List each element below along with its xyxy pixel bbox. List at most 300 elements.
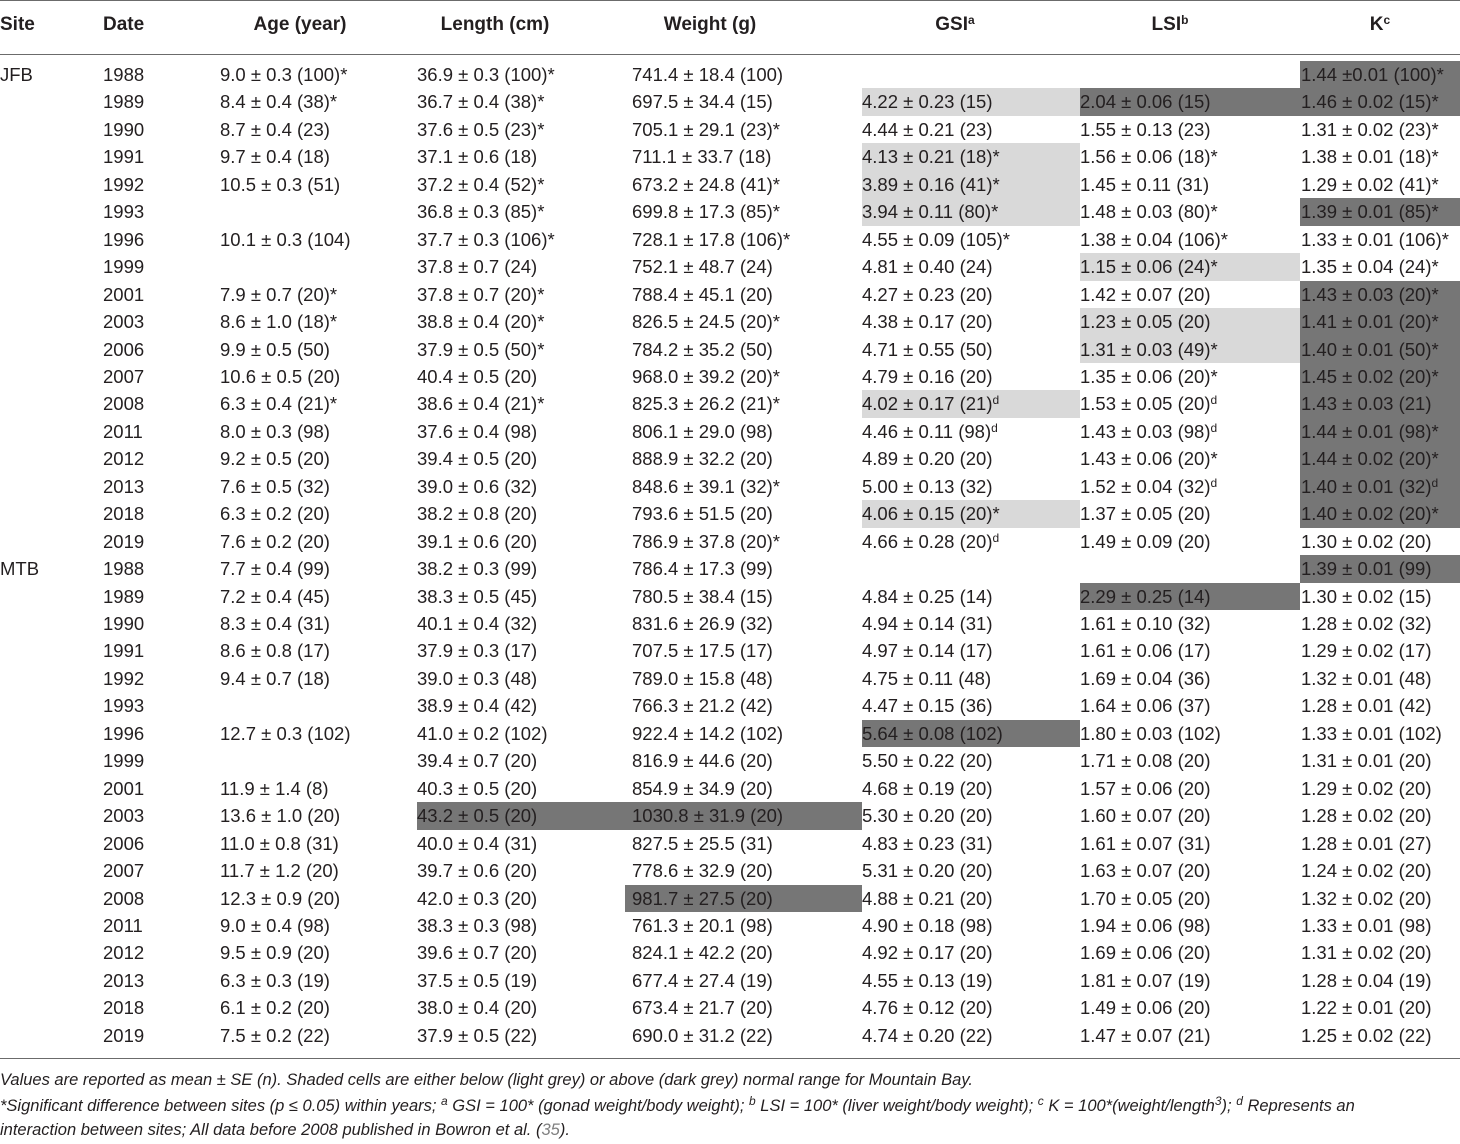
cell-k: 1.28 ± 0.04 (19) xyxy=(1301,969,1432,991)
cell-weight: 766.3 ± 21.2 (42) xyxy=(632,695,773,717)
cell-gsi xyxy=(862,555,1080,583)
cell-lsi: 2.29 ± 0.25 (14) xyxy=(1080,583,1300,611)
cell-date: 1992 xyxy=(103,667,145,689)
cell-length: 37.8 ± 0.7 (24) xyxy=(417,256,538,278)
cell-age: 7.6 ± 0.5 (32) xyxy=(220,475,330,497)
cell-date: 1989 xyxy=(103,585,145,607)
cell-site xyxy=(0,390,100,418)
cell-site xyxy=(0,116,100,144)
cell-k: 1.28 ± 0.02 (20) xyxy=(1301,805,1432,827)
cell-lsi: 1.69 ± 0.06 (20) xyxy=(1080,942,1211,964)
cell-date: 1999 xyxy=(103,256,145,278)
cell-k: 1.38 ± 0.01 (18)* xyxy=(1301,146,1439,168)
cell-length: 37.9 ± 0.3 (17) xyxy=(417,640,538,662)
cell-site xyxy=(0,143,100,171)
col-header-site: Site xyxy=(0,14,35,35)
cell-date: 1989 xyxy=(103,91,145,113)
cell-date: 2013 xyxy=(103,475,145,497)
cell-lsi: 1.61 ± 0.07 (31) xyxy=(1080,832,1211,854)
cell-k: 1.46 ± 0.02 (15)* xyxy=(1300,88,1460,116)
cell-gsi: 4.83 ± 0.23 (31) xyxy=(862,832,993,854)
cell-weight: 793.6 ± 51.5 (20) xyxy=(632,503,773,525)
cell-k: 1.25 ± 0.02 (22) xyxy=(1301,1024,1432,1046)
cell-age xyxy=(200,253,420,281)
cell-k: 1.28 ± 0.01 (42) xyxy=(1301,695,1432,717)
cell-age: 13.6 ± 1.0 (20) xyxy=(220,805,341,827)
cell-date: 1988 xyxy=(103,64,145,85)
cell-lsi: 1.60 ± 0.07 (20) xyxy=(1080,805,1211,827)
cell-lsi: 1.49 ± 0.09 (20) xyxy=(1080,530,1211,552)
cell-site xyxy=(0,939,100,967)
col-header-lsi: LSI$^b$ xyxy=(1151,13,1189,35)
cell-weight: 816.9 ± 44.6 (20) xyxy=(632,750,773,772)
cell-length: 40.0 ± 0.4 (31) xyxy=(417,832,538,854)
cell-site xyxy=(0,692,100,720)
cell-age: 10.5 ± 0.3 (51) xyxy=(220,173,341,195)
cell-site xyxy=(0,473,100,501)
cell-lsi: 1.52 ± 0.04 $(32)^d$ xyxy=(1080,475,1218,497)
cell-gsi: 4.79 ± 0.16 (20) xyxy=(862,365,993,387)
cell-lsi xyxy=(1080,555,1300,583)
cell-age xyxy=(200,692,420,720)
cell-date: 2001 xyxy=(103,777,145,799)
cell-lsi: 1.38 ± 0.04 (106)* xyxy=(1080,228,1228,250)
cell-k: 1.43 ± 0.03 (21) xyxy=(1300,390,1460,418)
cell-weight: 761.3 ± 20.1 (98) xyxy=(632,914,773,936)
cell-age: 6.1 ± 0.2 (20) xyxy=(220,997,330,1019)
cell-age: 9.2 ± 0.5 (20) xyxy=(220,448,330,470)
cell-age: 7.9 ± 0.7 (20)* xyxy=(220,283,338,305)
cell-site xyxy=(0,857,100,885)
cell-length: 40.1 ± 0.4 (32) xyxy=(417,613,538,634)
cell-age: 9.4 ± 0.7 (18) xyxy=(220,667,330,689)
cell-lsi: 1.71 ± 0.08 (20) xyxy=(1080,750,1211,772)
cell-weight: 752.1 ± 48.7 (24) xyxy=(632,256,773,278)
cell-weight: 789.0 ± 15.8 (48) xyxy=(632,667,773,689)
cell-k: 1.40 ± 0.01 (50)* xyxy=(1300,336,1460,364)
cell-gsi: 5.64 ± 0.08 (102) xyxy=(862,720,1080,748)
cell-lsi: 1.55 ± 0.13 (23) xyxy=(1080,118,1211,140)
cell-site xyxy=(0,802,100,830)
cell-length: 41.0 ± 0.2 (102) xyxy=(417,722,548,744)
cell-length: 43.2 ± 0.5 (20) xyxy=(417,802,625,830)
cell-lsi: 1.23 ± 0.05 (20) xyxy=(1080,308,1300,336)
cell-date: 1990 xyxy=(103,118,145,140)
cell-site xyxy=(0,747,100,775)
cell-gsi: 5.31 ± 0.20 (20) xyxy=(862,860,993,882)
cell-gsi: 4.22 ± 0.23 (15) xyxy=(862,88,1080,116)
cell-k: 1.33 ± 0.01 (102) xyxy=(1301,722,1442,744)
cell-age: 11.7 ± 1.2 (20) xyxy=(220,860,339,882)
cell-weight: 968.0 ± 39.2 (20)* xyxy=(632,365,780,387)
cell-age: 7.2 ± 0.4 (45) xyxy=(220,585,330,607)
cell-gsi: 4.81 ± 0.40 (24) xyxy=(862,256,993,278)
cell-length: 36.7 ± 0.4 (38)* xyxy=(417,91,545,113)
cell-date: 2011 xyxy=(103,914,143,936)
cell-gsi: 4.97 ± 0.14 (17) xyxy=(862,640,993,662)
cell-date: 2008 xyxy=(103,887,145,909)
cell-weight: 690.0 ± 31.2 (22) xyxy=(632,1024,773,1046)
cell-date: 1996 xyxy=(103,228,145,250)
cell-k: 1.31 ± 0.02 (23)* xyxy=(1301,118,1439,140)
cell-weight: 728.1 ± 17.8 (106)* xyxy=(632,228,791,250)
cell-lsi: 1.69 ± 0.04 (36) xyxy=(1080,667,1211,689)
cell-date: 1999 xyxy=(103,750,145,772)
cell-age: 8.6 ± 1.0 (18)* xyxy=(220,311,338,333)
cell-lsi: 1.45 ± 0.11 (31) xyxy=(1080,173,1210,195)
cell-age: 12.7 ± 0.3 (102) xyxy=(220,722,351,744)
cell-lsi: 1.94 ± 0.06 (98) xyxy=(1080,914,1211,936)
cell-weight: 827.5 ± 25.5 (31) xyxy=(632,832,773,854)
cell-gsi: 4.13 ± 0.21 (18)* xyxy=(862,143,1080,171)
cell-site xyxy=(0,363,100,391)
cell-length: 39.4 ± 0.7 (20) xyxy=(417,750,538,772)
cell-date: 2007 xyxy=(103,365,145,387)
cell-gsi: 4.55 ± 0.13 (19) xyxy=(862,969,993,991)
cell-site: JFB xyxy=(0,64,33,85)
cell-k: 1.29 ± 0.02 (20) xyxy=(1301,777,1432,799)
cell-site xyxy=(0,281,100,309)
cell-length: 37.9 ± 0.5 (50)* xyxy=(417,338,545,360)
cell-length: 38.0 ± 0.4 (20) xyxy=(417,997,538,1019)
cell-site xyxy=(0,912,100,940)
cell-length: 39.7 ± 0.6 (20) xyxy=(417,860,538,882)
cell-k: 1.39 ± 0.01 (99) xyxy=(1300,555,1460,583)
cell-weight: 825.3 ± 26.2 (21)* xyxy=(632,393,780,415)
cell-length: 39.4 ± 0.5 (20) xyxy=(417,448,538,470)
cell-gsi: 5.30 ± 0.20 (20) xyxy=(862,805,993,827)
cell-site xyxy=(0,308,100,336)
cell-lsi: 1.64 ± 0.06 (37) xyxy=(1080,695,1211,717)
cell-age: 10.1 ± 0.3 (104) xyxy=(220,228,351,250)
cell-k: 1.44 ± 0.01 (98)* xyxy=(1300,418,1460,446)
cell-site xyxy=(0,665,100,693)
cell-date: 1991 xyxy=(103,640,145,662)
cell-k: 1.28 ± 0.02 (32) xyxy=(1301,613,1432,634)
cell-gsi: 4.89 ± 0.20 (20) xyxy=(862,448,993,470)
cell-date: 2006 xyxy=(103,832,145,854)
cell-age: 9.9 ± 0.5 (50) xyxy=(220,338,330,360)
cell-weight: 780.5 ± 38.4 (15) xyxy=(632,585,773,607)
cell-site xyxy=(0,1022,100,1050)
cell-site: MTB xyxy=(0,558,40,580)
cell-gsi: 3.89 ± 0.16 (41)* xyxy=(862,171,1080,199)
cell-gsi: 4.27 ± 0.23 (20) xyxy=(862,283,993,305)
cell-date: 1988 xyxy=(103,558,145,580)
reference-link[interactable]: 35 xyxy=(541,1121,560,1139)
cell-length: 40.4 ± 0.5 (20) xyxy=(417,365,538,387)
cell-lsi: 1.61 ± 0.10 (32) xyxy=(1080,613,1211,634)
cell-gsi: 4.47 ± 0.15 (36) xyxy=(862,695,993,717)
cell-weight: 784.2 ± 35.2 (50) xyxy=(632,338,773,360)
cell-lsi: 1.43 ± 0.03 $(98)^d$ xyxy=(1080,420,1218,442)
cell-site xyxy=(0,830,100,858)
cell-date: 1992 xyxy=(103,173,145,195)
cell-site xyxy=(0,720,100,748)
cell-k: 1.32 ± 0.02 (20) xyxy=(1301,887,1432,909)
cell-length: 37.5 ± 0.5 (19) xyxy=(417,969,538,991)
cell-date: 2006 xyxy=(103,338,145,360)
col-header-weight: Weight (g) xyxy=(663,14,757,35)
cell-age: 6.3 ± 0.4 (21)* xyxy=(220,393,338,415)
cell-k: 1.31 ± 0.01 (20) xyxy=(1301,750,1432,772)
cell-weight: 778.6 ± 32.9 (20) xyxy=(632,860,773,882)
cell-weight: 705.1 ± 29.1 (23)* xyxy=(632,118,780,140)
cell-date: 2019 xyxy=(103,530,145,552)
cell-weight: 707.5 ± 17.5 (17) xyxy=(632,640,773,662)
cell-length: 37.9 ± 0.5 (22) xyxy=(417,1024,538,1046)
cell-lsi: 1.15 ± 0.06 (24)* xyxy=(1080,253,1300,281)
cell-date: 2013 xyxy=(103,969,145,991)
cell-length: 42.0 ± 0.3 (20) xyxy=(417,887,538,909)
cell-weight: 697.5 ± 34.4 (15) xyxy=(632,91,773,113)
cell-gsi: 4.38 ± 0.17 (20) xyxy=(862,311,993,333)
cell-length: 37.1 ± 0.6 (18) xyxy=(417,146,538,168)
cell-k: 1.44 ±0.01 (100)* xyxy=(1300,61,1460,89)
cell-gsi: 4.75 ± 0.11 (48) xyxy=(862,667,992,689)
cell-age: 9.0 ± 0.4 (98) xyxy=(220,914,330,936)
cell-date: 2018 xyxy=(103,503,145,525)
cell-site xyxy=(0,418,100,446)
cell-site xyxy=(0,336,100,364)
cell-length: 37.2 ± 0.4 (52)* xyxy=(417,173,545,195)
cell-age: 9.0 ± 0.3 (100)* xyxy=(220,64,348,85)
cell-length: 38.3 ± 0.3 (98) xyxy=(417,914,538,936)
cell-length: 38.8 ± 0.4 (20)* xyxy=(417,311,545,333)
cell-age: 6.3 ± 0.2 (20) xyxy=(220,503,330,525)
cell-weight: 711.1 ± 33.7 (18) xyxy=(632,146,772,168)
cell-gsi: 4.71 ± 0.55 (50) xyxy=(862,338,993,360)
cell-k: 1.31 ± 0.02 (20) xyxy=(1301,942,1432,964)
cell-length: 38.2 ± 0.8 (20) xyxy=(417,503,538,525)
cell-age xyxy=(200,198,420,226)
cell-gsi: 4.74 ± 0.20 (22) xyxy=(862,1024,993,1046)
cell-lsi: 1.80 ± 0.03 (102) xyxy=(1080,722,1221,744)
cell-age: 6.3 ± 0.3 (19) xyxy=(220,969,330,991)
cell-date: 1990 xyxy=(103,613,145,634)
cell-gsi: 4.84 ± 0.25 (14) xyxy=(862,585,993,607)
cell-length: 37.6 ± 0.5 (23)* xyxy=(417,118,545,140)
cell-k: 1.33 ± 0.01 (106)* xyxy=(1301,228,1449,250)
cell-weight: 922.4 ± 14.2 (102) xyxy=(632,722,784,744)
cell-age: 8.7 ± 0.4 (23) xyxy=(220,118,330,140)
cell-gsi: 4.90 ± 0.18 (98) xyxy=(862,914,993,936)
cell-k: 1.24 ± 0.02 (20) xyxy=(1301,860,1432,882)
cell-length: 39.6 ± 0.7 (20) xyxy=(417,942,538,964)
cell-lsi: 1.81 ± 0.07 (19) xyxy=(1080,969,1211,991)
cell-site xyxy=(0,994,100,1022)
cell-date: 2003 xyxy=(103,311,145,333)
cell-length: 37.6 ± 0.4 (98) xyxy=(417,420,538,442)
cell-weight: 1030.8 ± 31.9 (20) xyxy=(625,802,862,830)
cell-lsi: 1.70 ± 0.05 (20) xyxy=(1080,887,1211,909)
cell-date: 2003 xyxy=(103,805,145,827)
cell-date: 1996 xyxy=(103,722,145,744)
cell-length: 38.3 ± 0.5 (45) xyxy=(417,585,538,607)
cell-weight: 788.4 ± 45.1 (20) xyxy=(632,283,773,305)
cell-age: 11.0 ± 0.8 (31) xyxy=(220,832,339,854)
cell-gsi: 4.68 ± 0.19 (20) xyxy=(862,777,993,799)
cell-date: 2008 xyxy=(103,393,145,415)
cell-length: 38.2 ± 0.3 (99) xyxy=(417,558,538,580)
cell-gsi: 3.94 ± 0.11 (80)* xyxy=(862,198,1080,226)
cell-date: 2007 xyxy=(103,860,145,882)
cell-age: 7.6 ± 0.2 (20) xyxy=(220,530,330,552)
cell-weight: 673.4 ± 21.7 (20) xyxy=(632,997,773,1019)
cell-weight: 831.6 ± 26.9 (32) xyxy=(632,613,773,634)
cell-length: 39.0 ± 0.6 (32) xyxy=(417,475,538,497)
cell-length: 39.0 ± 0.3 (48) xyxy=(417,667,538,689)
cell-k: 1.43 ± 0.03 (20)* xyxy=(1300,281,1460,309)
col-header-gsi: GSI$^a$ xyxy=(935,13,975,35)
col-header-date: Date xyxy=(103,14,145,35)
cell-gsi: 4.92 ± 0.17 (20) xyxy=(862,942,993,964)
cell-weight: 848.6 ± 39.1 (32)* xyxy=(632,475,780,497)
cell-length: 37.7 ± 0.3 (106)* xyxy=(417,228,555,250)
cell-lsi: 1.35 ± 0.06 (20)* xyxy=(1080,365,1218,387)
cell-weight: 673.2 ± 24.8 (41)* xyxy=(632,173,780,195)
cell-weight: 741.4 ± 18.4 (100) xyxy=(632,64,784,85)
cell-site xyxy=(0,445,100,473)
cell-weight: 888.9 ± 32.2 (20) xyxy=(632,448,773,470)
cell-age: 11.9 ± 1.4 (8) xyxy=(220,777,329,799)
col-header-k: $K^c$ xyxy=(1369,13,1391,35)
cell-k: 1.44 ± 0.02 (20)* xyxy=(1300,445,1460,473)
cell-gsi: 4.44 ± 0.21 (23) xyxy=(862,118,993,140)
cell-site xyxy=(0,610,100,638)
cell-lsi: 1.63 ± 0.07 (20) xyxy=(1080,860,1211,882)
cell-lsi: 1.42 ± 0.07 (20) xyxy=(1080,283,1211,305)
cell-site xyxy=(0,253,100,281)
cell-length: 39.1 ± 0.6 (20) xyxy=(417,530,538,552)
cell-lsi: 1.37 ± 0.05 (20) xyxy=(1080,503,1211,525)
cell-age: 9.7 ± 0.4 (18) xyxy=(220,146,330,168)
cell-site xyxy=(0,198,100,226)
cell-age: 12.3 ± 0.9 (20) xyxy=(220,887,341,909)
cell-lsi: 2.04 ± 0.06 (15) xyxy=(1080,88,1300,116)
cell-lsi: 1.31 ± 0.03 (49)* xyxy=(1080,336,1300,364)
cell-site xyxy=(0,583,100,611)
cell-age: 8.6 ± 0.8 (17) xyxy=(220,640,330,662)
cell-gsi: 5.50 ± 0.22 (20) xyxy=(862,750,993,772)
cell-lsi: 1.53 ± 0.05 $(20)^d$ xyxy=(1080,393,1218,415)
cell-date: 1991 xyxy=(103,146,145,168)
cell-gsi xyxy=(862,61,1080,89)
cell-date: 2019 xyxy=(103,1024,145,1046)
cell-k: 1.45 ± 0.02 (20)* xyxy=(1300,363,1460,391)
cell-lsi: 1.47 ± 0.07 (21) xyxy=(1080,1024,1211,1046)
cell-lsi: 1.56 ± 0.06 (18)* xyxy=(1080,146,1218,168)
cell-k: 1.40 ± 0.01 $(32)^d$ xyxy=(1300,473,1460,501)
col-header-length: Length (cm) xyxy=(440,14,550,35)
cell-date: 1993 xyxy=(103,695,145,717)
cell-site xyxy=(0,528,100,556)
cell-date: 2012 xyxy=(103,942,145,964)
cell-k: 1.29 ± 0.02 (41)* xyxy=(1301,173,1439,195)
cell-weight: 677.4 ± 27.4 (19) xyxy=(632,969,773,991)
cell-site xyxy=(0,885,100,913)
cell-date: 1993 xyxy=(103,201,145,223)
cell-site xyxy=(0,171,100,199)
cell-gsi: 4.55 ± 0.09 (105)* xyxy=(862,228,1010,250)
cell-gsi: 4.88 ± 0.21 (20) xyxy=(862,887,993,909)
cell-k: 1.30 ± 0.02 (20) xyxy=(1301,530,1432,552)
cell-gsi: 4.02 ± 0.17 $(21)^d$ xyxy=(862,390,1080,418)
cell-date: 2012 xyxy=(103,448,145,470)
cell-length: 40.3 ± 0.5 (20) xyxy=(417,777,538,799)
cell-k: 1.30 ± 0.02 (15) xyxy=(1301,585,1432,607)
cell-age: 7.5 ± 0.2 (22) xyxy=(220,1024,330,1046)
cell-gsi: 5.00 ± 0.13 (32) xyxy=(862,475,993,497)
cell-length: 38.6 ± 0.4 (21)* xyxy=(417,393,545,415)
cell-age: 9.5 ± 0.9 (20) xyxy=(220,942,330,964)
cell-weight: 806.1 ± 29.0 (98) xyxy=(632,420,773,442)
cell-site xyxy=(0,967,100,995)
cell-weight: 786.4 ± 17.3 (99) xyxy=(632,558,773,580)
cell-age: 8.4 ± 0.4 (38)* xyxy=(220,91,338,113)
cell-lsi xyxy=(1080,61,1300,89)
cell-gsi: 4.46 ± 0.11 $(98)^d$ xyxy=(862,420,998,442)
footnote-values: Values are reported as mean ± SE (n). Shaded cells are either below (light grey) or above (dark grey) normal range for Mountain Bay. xyxy=(0,1071,973,1089)
cell-k: 1.22 ± 0.01 (20) xyxy=(1301,997,1432,1019)
cell-site xyxy=(0,500,100,528)
cell-lsi: 1.43 ± 0.06 (20)* xyxy=(1080,448,1218,470)
bottom-rule xyxy=(0,1058,1460,1059)
col-header-age: Age (year) xyxy=(253,14,347,35)
cell-k: 1.33 ± 0.01 (98) xyxy=(1301,914,1432,936)
footnote-interaction: interaction between sites; All data before 2008 published in Bowron et al. (35). xyxy=(0,1121,570,1139)
cell-date: 2001 xyxy=(103,283,145,305)
cell-age: 7.7 ± 0.4 (99) xyxy=(220,558,330,580)
cell-age: 10.6 ± 0.5 (20) xyxy=(220,365,341,387)
cell-age xyxy=(200,747,420,775)
cell-lsi: 1.61 ± 0.06 (17) xyxy=(1080,640,1211,662)
cell-k: 1.39 ± 0.01 (85)* xyxy=(1300,198,1460,226)
cell-lsi: 1.48 ± 0.03 (80)* xyxy=(1080,201,1218,223)
cell-weight: 824.1 ± 42.2 (20) xyxy=(632,942,773,964)
cell-lsi: 1.49 ± 0.06 (20) xyxy=(1080,997,1211,1019)
cell-k: 1.32 ± 0.01 (48) xyxy=(1301,667,1432,689)
cell-length: 37.8 ± 0.7 (20)* xyxy=(417,283,545,305)
cell-gsi: 4.66 ± 0.28 $(20)^d$ xyxy=(862,530,1000,552)
cell-date: 2018 xyxy=(103,997,145,1019)
cell-k: 1.28 ± 0.01 (27) xyxy=(1301,832,1432,854)
cell-weight: 981.7 ± 27.5 (20) xyxy=(625,885,862,913)
cell-site xyxy=(0,775,100,803)
cell-weight: 826.5 ± 24.5 (20)* xyxy=(632,311,780,333)
cell-length: 38.9 ± 0.4 (42) xyxy=(417,695,538,717)
cell-age: 8.0 ± 0.3 (98) xyxy=(220,420,330,442)
cell-gsi: 4.76 ± 0.12 (20) xyxy=(862,997,993,1019)
cell-weight: 786.9 ± 37.8 (20)* xyxy=(632,530,780,552)
cell-lsi: 1.57 ± 0.06 (20) xyxy=(1080,777,1211,799)
cell-gsi: 4.06 ± 0.15 (20)* xyxy=(862,500,1080,528)
cell-k: 1.35 ± 0.04 (24)* xyxy=(1301,256,1439,278)
cell-k: 1.41 ± 0.01 (20)* xyxy=(1300,308,1460,336)
cell-age: 8.3 ± 0.4 (31) xyxy=(220,613,330,634)
cell-k: 1.29 ± 0.02 (17) xyxy=(1301,640,1432,662)
cell-gsi: 4.94 ± 0.14 (31) xyxy=(862,613,993,634)
footnote-definitions: *Significant difference between sites (p ≤ 0.05) within years; $^a$ GSI = 100* (gonad weight/body weight); $^b$ LSI = 100* (liver weight/body weight); $^c$ K = 100*(weight/length$^3$); $^d$ Represents an xyxy=(0,1094,1355,1115)
cell-weight: 854.9 ± 34.9 (20) xyxy=(632,777,773,799)
cell-weight: 699.8 ± 17.3 (85)* xyxy=(632,201,780,223)
cell-date: 2011 xyxy=(103,420,143,442)
cell-site xyxy=(0,637,100,665)
cell-length: 36.9 ± 0.3 (100)* xyxy=(417,64,555,85)
cell-length: 36.8 ± 0.3 (85)* xyxy=(417,201,545,223)
cell-site xyxy=(0,88,100,116)
cell-site xyxy=(0,226,100,254)
